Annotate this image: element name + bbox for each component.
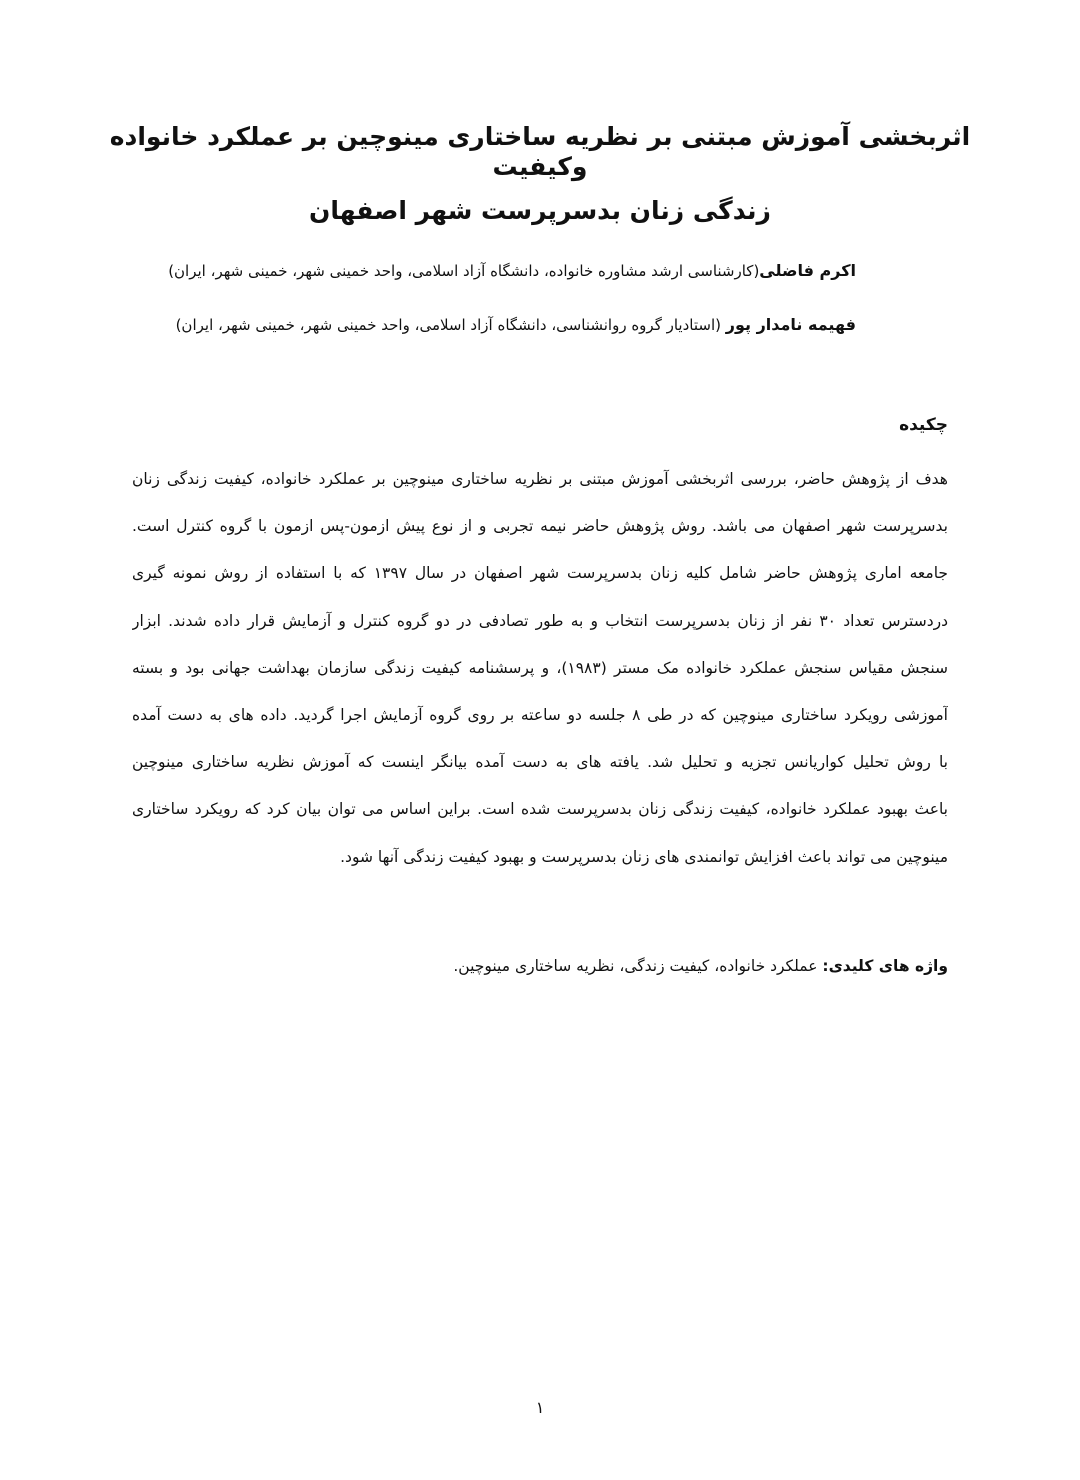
abstract-line-2: بدسرپرست شهر اصفهان می باشد. روش پژوهش حاضر نیمه تجربی و از نوع پیش ازمون-پس ازمون با گروه کنترل است. (132, 517, 948, 536)
abstract-line-6: آموزشی رویکرد ساختاری مینوچین که در طی ۸ جلسه دو ساعته بر روی گروه آزمایش اجرا گردید. داده های به دست آمده (132, 705, 948, 724)
abstract-line-4: دردسترس تعداد ۳۰ نفر از زنان بدسرپرست انتخاب و به طور تصادفی در دو گروه کنترل و آزمایش قرار داده شدند. ابزار (132, 611, 948, 630)
abstract-line-5: سنجش مقیاس سنجش عملکرد خانواده مک مستر (۱۹۸۳)، و پرسشنامه کیفیت زندگی سازمان بهداشت جهانی بود و بسته (132, 658, 948, 677)
paper-title-line-1: اثربخشی آموزش مبتنی بر نظریه ساختاری مینوچین بر عملکرد خانواده وکیفیت (109, 122, 971, 181)
abstract-heading: چکیده (899, 415, 948, 435)
abstract-line-1: هدف از پژوهش حاضر، بررسی اثربخشی آموزش مبتنی بر نظریه ساختاری مینوچین بر عملکرد خانواده، کیفیت زندگی زنان (132, 470, 948, 488)
author-2-name: فهیمه نامدار پور (725, 315, 856, 334)
page-number: ۱ (535, 1398, 545, 1417)
author-2-affiliation: (استادیار گروه روانشناسی، دانشگاه آزاد اسلامی، واحد خمینی شهر، خمینی شهر، ایران) (175, 316, 726, 334)
abstract-line-7: با روش تحلیل کواریانس تجزیه و تحلیل شد. یافته های به دست آمده بیانگر اینست که آموزش نظریه ساختاری مینوچین (132, 753, 948, 772)
abstract-body (132, 461, 948, 886)
keywords (132, 952, 948, 980)
paper-title-line-2: زندگی زنان بدسرپرست شهر اصفهان (309, 196, 771, 225)
author-1-name: اکرم فاضلی (759, 261, 856, 280)
keywords-label: واژه های کلیدی: (822, 957, 948, 975)
abstract-line-3: جامعه اماری پژوهش حاضر شامل کلیه زنان بدسرپرست شهر اصفهان در سال ۱۳۹۷ که با استفاده از روش نمونه گیری (132, 564, 948, 583)
abstract-line-9: مینوچین می تواند باعث افزایش توانمندی های زنان بدسرپرست و بهبود کیفیت زندگی آنها شود. (340, 847, 948, 866)
abstract-line-8: باعث بهبود عملکرد خانواده، کیفیت زندگی زنان بدسرپرست شده است. براین اساس می توان بیان کرد که رویکرد ساختاری (132, 800, 948, 819)
author-1-affiliation: (کارشناسی ارشد مشاوره خانواده، دانشگاه آزاد اسلامی، واحد خمینی شهر، خمینی شهر، ایران) (168, 262, 760, 280)
author-1 (156, 260, 856, 282)
author-2 (156, 314, 856, 336)
keywords-text: عملکرد خانواده، کیفیت زندگی، نظریه ساختاری مینوچین. (453, 957, 823, 975)
